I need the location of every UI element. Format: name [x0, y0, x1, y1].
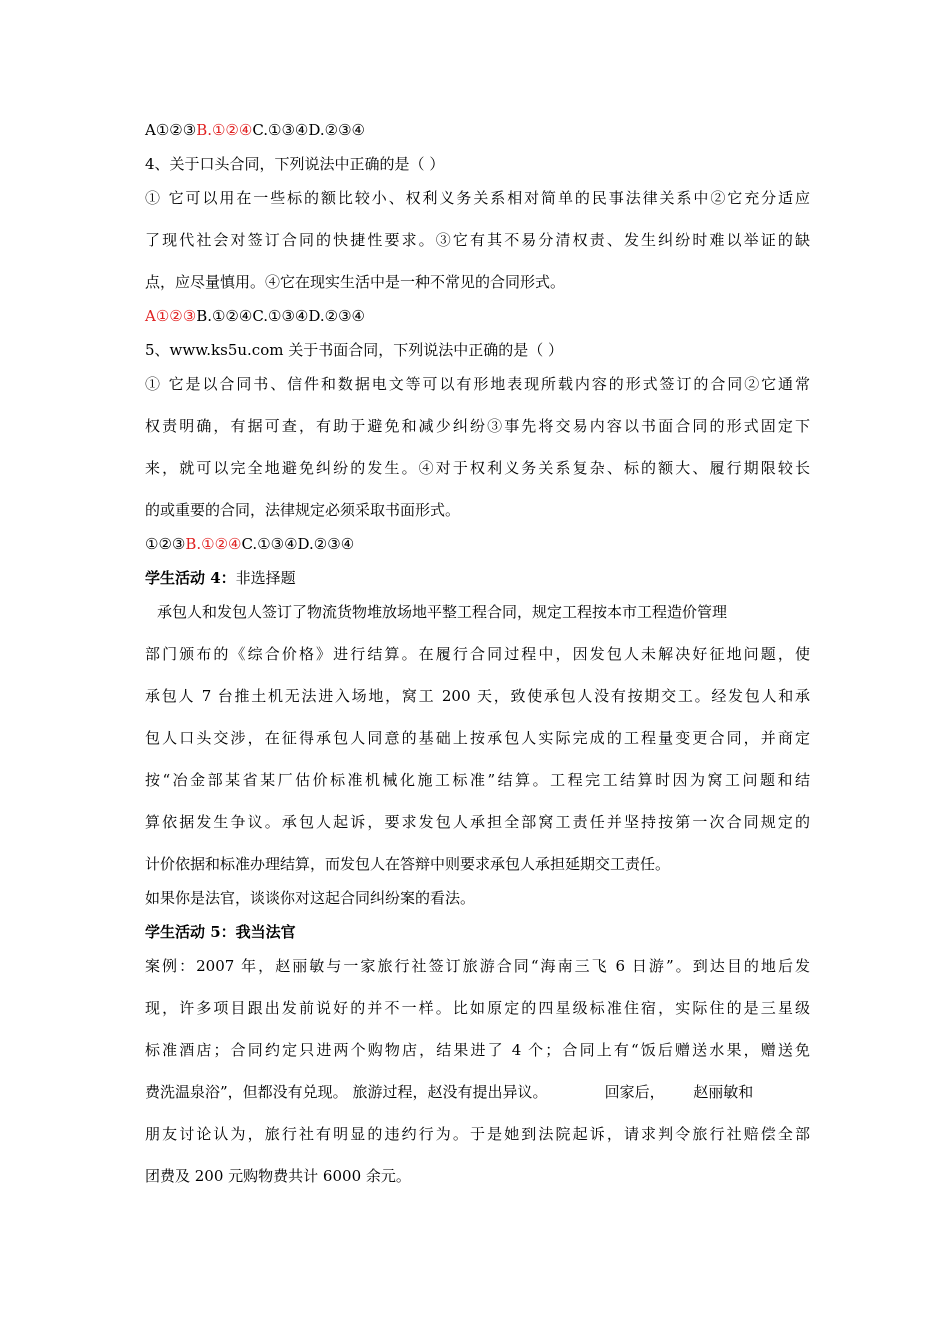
q4-statement-line-3: 点，应尽量慎用。④它在现实生活中是一种不常见的合同形式。	[145, 273, 566, 291]
option-b-answer: B.①②④	[196, 121, 253, 139]
case-line-5: 按“冶金部某省某厂估价标准机械化施工标准”结算。工程完工结算时因为窝工问题和结	[145, 771, 810, 789]
activity-4-title: 非选择题	[235, 569, 296, 587]
q5-statement-line-4: 的或重要的合同，法律规定必须采取书面形式。	[145, 501, 461, 519]
options-line-q3	[145, 120, 810, 140]
activity-4-label: 学生活动 4：	[145, 569, 236, 587]
options-line-q4	[145, 306, 810, 326]
option-c-d: C.①③④D.②③④	[252, 121, 365, 139]
q5-statement-line-1: ① 它是以合同书、信件和数据电文等可以有形地表现所载内容的形式签订的合同②它通常	[145, 375, 810, 393]
q4-statement-line-2: 了现代社会对签订合同的快捷性要求。③它有其不易分清权责、发生纠纷时难以举证的缺	[145, 231, 810, 249]
case-line-1: 承包人和发包人签订了物流货物堆放场地平整工程合同，规定工程按本市工程造价管理	[157, 603, 728, 621]
case2-line-4: 费洗温泉浴”，但都没有兑现。 旅游过程，赵没有提出异议。 回家后， 赵丽敏和	[145, 1083, 754, 1101]
case-line-3: 承包人 7 台推土机无法进入场地，窝工 200 天，致使承包人没有按期交工。经发包人和承	[145, 687, 810, 705]
case-line-2: 部门颁布的《综合价格》进行结算。在履行合同过程中，因发包人未解决好征地问题，使	[145, 645, 810, 663]
judge-prompt: 如果你是法官，谈谈你对这起合同纠纷案的看法。	[145, 889, 476, 907]
case-line-6: 算依据发生争议。承包人起诉，要求发包人承担全部窝工责任并坚持按第一次合同规定的	[145, 813, 810, 831]
q5-statement-line-3: 来，就可以完全地避免纠纷的发生。④对于权利义务关系复杂、标的额大、履行期限较长	[145, 459, 810, 477]
q4-statement-line-1: ① 它可以用在一些标的额比较小、权利义务关系相对简单的民事法律关系中②它充分适应	[145, 189, 810, 207]
option-a: A①②③	[145, 121, 197, 139]
question-4: 4、关于口头合同，下列说法中正确的是（ ）	[145, 155, 445, 173]
activity-5-heading: 学生活动 5：我当法官	[145, 923, 296, 941]
activity-4-heading	[145, 568, 810, 588]
options-line-q5	[145, 534, 810, 554]
case-line-4: 包人口头交涉，在征得承包人同意的基础上按承包人实际完成的工程量变更合同，并商定	[145, 729, 810, 747]
option-a-answer: A①②③	[145, 307, 197, 325]
case2-line-1: 案例：2007 年，赵丽敏与一家旅行社签订旅游合同“海南三飞 6 日游”。到达目的地后发	[145, 957, 810, 975]
document-page	[145, 120, 810, 1186]
case2-line-3: 标准酒店；合同约定只进两个购物店，结果进了 4 个；合同上有“饭后赠送水果，赠送免	[145, 1041, 810, 1059]
case2-line-6: 团费及 200 元购物费共计 6000 余元。	[145, 1167, 411, 1185]
q5-statement-line-2: 权责明确，有据可查，有助于避免和减少纠纷③事先将交易内容以书面合同的形式固定下	[145, 417, 810, 435]
case2-line-5: 朋友讨论认为，旅行社有明显的违约行为。于是她到法院起诉，请求判令旅行社赔偿全部	[145, 1125, 810, 1143]
case2-line-2: 现，许多项目跟出发前说好的并不一样。比如原定的四星级标准住宿，实际住的是三星级	[145, 999, 810, 1017]
option-b-answer: B.①②④	[185, 535, 242, 553]
question-5: 5、www.ks5u.com 关于书面合同，下列说法中正确的是（ ）	[145, 341, 564, 359]
option-a: ①②③	[145, 535, 186, 553]
option-c-d: C.①③④D.②③④	[241, 535, 355, 553]
case-line-7: 计价依据和标准办理结算，而发包人在答辩中则要求承包人承担延期交工责任。	[145, 855, 671, 873]
option-b-c-d: B.①②④C.①③④D.②③④	[196, 307, 365, 325]
